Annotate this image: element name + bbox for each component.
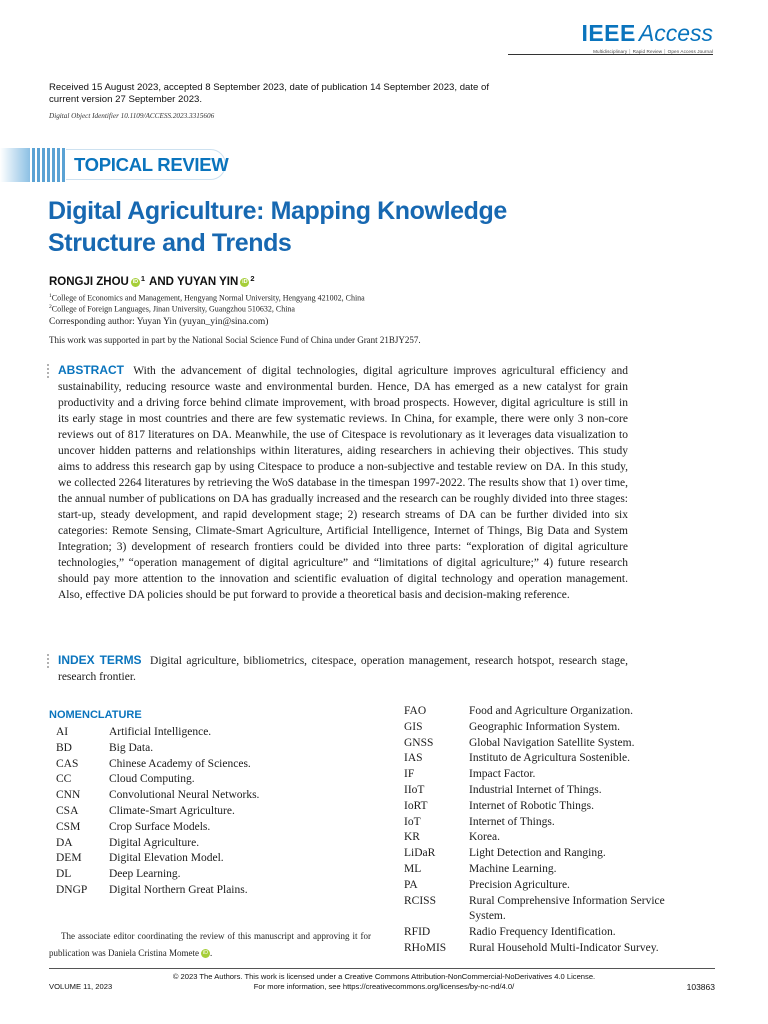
nomenclature-row [404,878,704,894]
orcid-icon[interactable]: iD [242,278,248,285]
nomenclature-abbr: IF [404,768,415,781]
orcid-icon[interactable]: iD [202,950,209,957]
nomenclature-abbr: LiDaR [404,847,436,860]
nomenclature-definition: Internet of Things. [469,815,555,828]
nomenclature-heading: NOMENCLATURE [49,709,142,721]
nomenclature-list-left [56,725,344,899]
nomenclature-row [404,894,704,926]
nomenclature-row [404,783,704,799]
nomenclature-definition: Crop Surface Models. [109,820,211,833]
nomenclature-definition: Impact Factor. [469,768,536,781]
nomenclature-abbr: RFID [404,926,431,939]
nomenclature-abbr: CNN [56,789,81,802]
nomenclature-definition: Machine Learning. [469,862,557,875]
nomenclature-row [404,720,704,736]
nomenclature-row [56,883,344,899]
nomenclature-definition: Big Data. [109,741,154,754]
nomenclature-abbr: IoRT [404,799,428,812]
nomenclature-definition: Food and Agriculture Organization. [469,705,633,717]
author-name[interactable]: RONGJI ZHOU [49,276,129,288]
author-name[interactable]: AND YUYAN YIN [149,276,239,288]
nomenclature-row [404,830,704,846]
nomenclature-abbr: KR [404,831,420,844]
nomenclature-abbr: GNSS [404,736,434,749]
affiliation-ref: 1 [140,273,146,283]
nomenclature-definition: Convolutional Neural Networks. [109,789,260,802]
nomenclature-abbr: FAO [404,705,427,717]
index-terms [58,652,628,685]
license-line: © 2023 The Authors. This work is licensed under a Creative Commons Attribution-NonCommercial-NoDerivatives 4.0 License. [172,972,596,981]
logo-access-text: Access [638,20,713,46]
nomenclature-row [404,815,704,831]
footer-divider [49,968,715,969]
header-divider [508,54,713,55]
nomenclature-definition: Radio Frequency Identification. [469,926,616,939]
nomenclature-abbr: IIoT [404,783,425,796]
nomenclature-abbr: CSM [56,820,81,833]
nomenclature-definition: Digital Elevation Model. [109,852,224,865]
nomenclature-abbr: CC [56,773,72,786]
nomenclature-definition: Deep Learning. [109,868,181,881]
nomenclature-abbr: RHoMIS [404,941,447,954]
index-terms-text: Digital agriculture, bibliometrics, citespace, operation management, research hotspot, research stage, research frontier. [58,655,628,683]
affiliation-item: $^1$College of Economics and Management, Hengyang Normal University, Hengyang 421002, China [49,293,365,303]
nomenclature-definition: Cloud Computing. [109,773,195,786]
nomenclature-definition: Rural Comprehensive Information Service System. [469,894,665,923]
logo-subtitle: Multidisciplinary ⏐ Rapid Review ⏐ Open Access Journal [593,49,713,54]
affiliation-item: $^2$College of Foreign Languages, Jinan University, Guangzhou 510632, China [49,304,295,314]
nomenclature-definition: Instituto de Agricultura Sostenible. [469,752,630,765]
author-list [49,273,258,288]
nomenclature-abbr: GIS [404,720,423,733]
nomenclature-row [404,799,704,815]
nomenclature-row [56,772,344,788]
nomenclature-definition: Chinese Academy of Sciences. [109,757,251,770]
nomenclature-abbr: DL [56,868,72,881]
nomenclature-abbr: PA [404,878,418,891]
affiliation-ref: 2 [250,273,255,283]
nomenclature-abbr: ML [404,862,422,875]
nomenclature-row [404,862,704,878]
page-number: 103863 [686,982,715,992]
corresponding-author: Corresponding author: Yuyan Yin (yuyan_yin@sina.com) [49,317,269,327]
nomenclature-definition: Industrial Internet of Things. [469,783,602,796]
nomenclature-abbr: IAS [404,752,423,765]
orcid-icon[interactable]: iD [132,278,139,285]
nomenclature-definition: Digital Agriculture. [109,836,200,849]
journal-logo [581,20,713,54]
paper-title: Digital Agriculture: Mapping Knowledge Structure and Trends [48,197,507,257]
publication-dates: Received 15 August 2023, accepted 8 September 2023, date of publication 14 September 2023, date of current version 27 September 2023. [49,82,490,105]
nomenclature-abbr: AI [56,726,69,738]
nomenclature-row [56,867,344,883]
nomenclature-definition: Climate-Smart Agriculture. [109,804,235,817]
section-marker-icon [47,654,50,670]
doi[interactable]: Digital Object Identifier 10.1109/ACCESS.2023.3315606 [49,112,215,120]
editor-note [49,928,371,962]
license-link[interactable]: For more information, see https://creativecommons.org/licenses/by-nc-nd/4.0/ [253,981,515,991]
nomenclature-definition: Korea. [469,831,500,844]
nomenclature-abbr: DA [56,836,73,849]
nomenclature-definition: Light Detection and Ranging. [469,847,606,860]
nomenclature-row [404,941,704,957]
editor-note-end: . [209,948,213,958]
nomenclature-abbr: BD [56,741,72,754]
banner-label: TOPICAL REVIEW [74,154,229,175]
nomenclature-row [404,751,704,767]
funding-note: This work was supported in part by the National Social Science Fund of China under Grant 21BJY257. [49,335,421,345]
nomenclature-row [404,767,704,783]
nomenclature-definition: Digital Northern Great Plains. [109,883,248,896]
abstract [58,362,628,603]
license-notice [0,972,768,991]
nomenclature-definition: Global Navigation Satellite System. [469,736,635,749]
nomenclature-definition: Internet of Robotic Things. [469,799,594,812]
nomenclature-row [56,836,344,852]
index-terms-heading: INDEX TERMS [58,653,142,667]
banner-stripes-icon [0,148,66,182]
nomenclature-abbr: CAS [56,757,79,770]
nomenclature-row [404,846,704,862]
nomenclature-row [404,736,704,752]
nomenclature-row [404,704,704,720]
nomenclature-row [56,725,344,741]
nomenclature-row [56,804,344,820]
affiliations [49,292,365,315]
section-marker-icon [47,364,50,380]
nomenclature-row [404,925,704,941]
abstract-text: With the advancement of digital technologies, digital agriculture improves agricultural efficiency and sustainability, reducing resource waste and environmental burden. Hence, DA has emerged as a new catalyst for grain productivity and a driving force behind climate improvement, with broad prospects. However, digital agriculture is still in its early stage in most countries and there are few systematic reviews. In China, for example, there were only 3 non-core reviews out of 817 literatures on DA. Meanwhile, the use of Citespace is revolutionary as it leverages data visualization to uncover hidden patterns and relationships within literatures, aiding researchers in achieving their objectives. This study aims to address this research gap by using Citespace to produce a non-subjective and testable review on DA. In this study, we collected 2264 literatures by retrieving the WoS database in the timespan 1997-2022. The results show that 1) over time, the annual number of publications on DA has gradually increased and the research can be roughly divided into three stages: start-up, steady development, and rapid development stage; 2) research streams of DA can be further divided into six categories: Remote Sensing, Climate-Smart Agriculture, Artificial Intelligence, Internet of Things, Big Data and System Integration; 3) development of research frontiers could be divided into three parts: “exploration of digital agriculture technologies,” “operation management of digital agriculture” and “limitations of digital agriculture;” 4) future research should pay more attention to the innovation and scientific evaluation of digital technology and operation management. Also, effective DA policies should be put forward to provide a theoretical basis and decision-making reference. [58,365,628,601]
nomenclature-definition: Precision Agriculture. [469,878,570,891]
topical-review-banner [0,148,230,182]
nomenclature-abbr: IoT [404,815,421,828]
nomenclature-abbr: DEM [56,852,82,865]
nomenclature-row [56,788,344,804]
editor-note-text: The associate editor coordinating the review of this manuscript and approving it for publication was Daniela Cristina Momete [49,931,371,958]
nomenclature-abbr: DNGP [56,883,88,896]
nomenclature-abbr: CSA [56,804,79,817]
nomenclature-definition: Artificial Intelligence. [109,726,212,738]
nomenclature-row [56,851,344,867]
nomenclature-definition: Rural Household Multi-Indicator Survey. [469,941,659,954]
nomenclature-row [56,757,344,773]
volume-label: VOLUME 11, 2023 [49,982,113,991]
nomenclature-list-right [404,704,704,957]
logo-ieee-text: IEEE [581,20,636,46]
abstract-heading: ABSTRACT [58,363,124,377]
nomenclature-row [56,741,344,757]
nomenclature-row [56,820,344,836]
nomenclature-definition: Geographic Information System. [469,720,621,733]
nomenclature-abbr: RCISS [404,894,436,907]
